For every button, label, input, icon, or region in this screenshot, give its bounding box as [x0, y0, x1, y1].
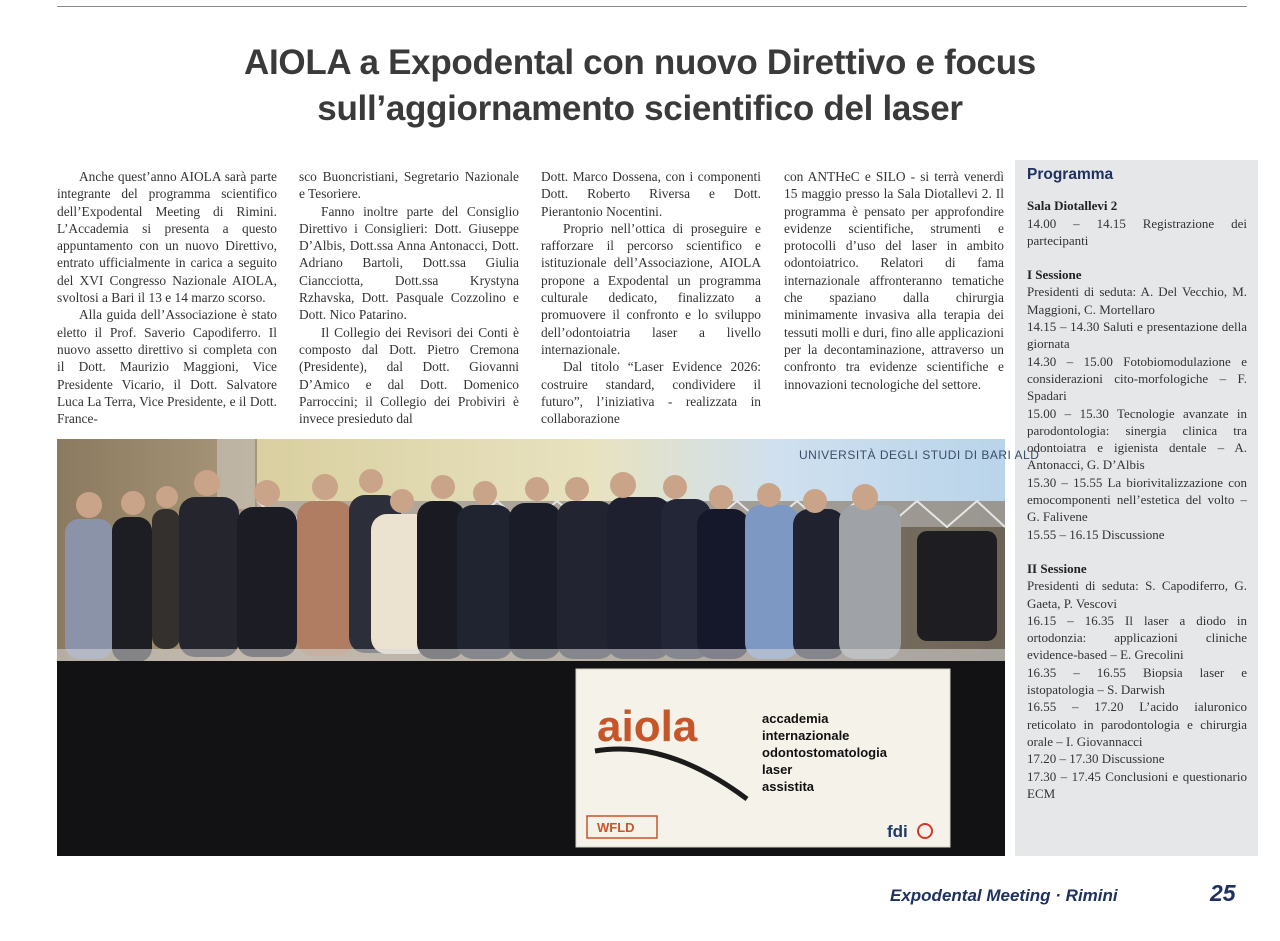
programma-item: 14.15 – 14.30 Saluti e presentazione della giornata	[1027, 319, 1247, 352]
article-column-2	[299, 168, 519, 427]
fdi-logo: fdi	[887, 822, 908, 841]
programma-item: 16.35 – 16.55 Biopsia laser e istopatologia – S. Darwish	[1027, 664, 1247, 698]
article-paragraph: Dott. Marco Dossena, con i componenti Dott. Roberto Riversa e Dott. Pierantonio Nocentini.	[541, 169, 761, 219]
programma-section-heading: II Sessione	[1027, 560, 1087, 576]
banner-line-2: internazionale	[762, 728, 850, 743]
article-paragraph: Proprio nell’ottica di proseguire e rafforzare il percorso scientifico e istituzionale dell’Associazione, AIOLA propone a Expodental un programma culturale dedicato, finalizzato a promuovere il confronto e lo sviluppo dell’odontoiatria laser a livello internazionale.	[541, 220, 761, 357]
programma-item: 15.30 – 15.55 La biorivitalizzazione con emocomponenti nell’estetica del volto – G. Falivene	[1027, 474, 1247, 525]
programma-box	[1015, 160, 1258, 856]
article-title	[0, 40, 1280, 132]
aiola-logo: aiola	[597, 702, 698, 751]
people-group	[65, 469, 901, 662]
programma-item: 16.15 – 16.35 Il laser a diodo in ortodonzia: applicazioni cliniche evidence-based – E. Grecolini	[1027, 612, 1247, 663]
screen-text: UNIVERSITÀ DEGLI STUDI DI BARI ALD	[799, 448, 1040, 462]
programma-section-heading: I Sessione	[1027, 267, 1082, 283]
article-paragraph: sco Buoncristiani, Segretario Nazionale e Tesoriere.	[299, 169, 519, 202]
article-paragraph: Anche quest’anno AIOLA sarà parte integrante del programma scientifico dell’Expodental Meeting di Rimini. L’Accademia si presenta a questo appuntamento con un nuovo Direttivo, entrato ufficialmente in carica a seguito del XVI Congresso Nazionale AIOLA, svoltosi a Bari il 13 e 14 marzo scorso.	[57, 169, 277, 306]
programma-item: 16.55 – 17.20 L’acido ialuronico reticolato in parodontologia e chirurgia orale – I. Giovannacci	[1027, 699, 1247, 749]
top-rule	[57, 6, 1247, 7]
programma-item: 14.00 – 14.15 Registrazione dei partecipanti	[1027, 215, 1247, 248]
banner-line-5: assistita	[762, 779, 815, 794]
programma-title: Programma	[1027, 166, 1114, 183]
banner-line-1: accademia	[762, 711, 829, 726]
article-column-1	[57, 168, 277, 427]
title-line-1: AIOLA a Expodental con nuovo Direttivo e focus	[244, 43, 1036, 82]
aiola-banner	[576, 669, 950, 847]
article-column-3	[541, 168, 761, 427]
article-paragraph: Dal titolo “Laser Evidence 2026: costruire standard, condividere il futuro”, l’iniziativa - realizzata in collaborazione	[541, 359, 761, 427]
programma-item: 15.55 – 16.15 Discussione	[1027, 526, 1165, 542]
programma-item: Presidenti di seduta: A. Del Vecchio, M. Maggioni, C. Mortellaro	[1027, 284, 1247, 317]
programma-section	[1027, 197, 1247, 249]
programma-section	[1027, 560, 1247, 802]
article-paragraph: Alla guida dell’Associazione è stato eletto il Prof. Saverio Capodiferro. Il nuovo assetto direttivo si completa con il Dott. Maurizio Maggioni, Vice Presidente Vicario, il Dott. Salvatore Luca La Terra, Vice Presidente, e il Dott. France-	[57, 307, 277, 427]
article-paragraph: con ANTHeC e SILO - si terrà venerdì 15 maggio presso la Sala Diotallevi 2. Il programma è pensato per approfondire evidenze scientifiche, strumenti e protocolli d’uso del laser in ambito odontoiatrico. Relatori di fama internazionale affronteranno tematiche che spaziano dalla chirurgia minimamente invasiva alla terapia dei tessuti molli e duri, fino alle applicazioni per la decontaminazione, attraverso un confronto tra evidenze scientifiche e innovazioni tecnologiche del settore.	[784, 169, 1004, 392]
banner-line-3: odontostomatologia	[762, 745, 887, 760]
group-photo-illustration	[57, 439, 1040, 856]
programma-item: 14.30 – 15.00 Fotobiomodulazione e considerazioni cito-morfologiche – F. Spadari	[1027, 353, 1247, 404]
page-number: 25	[1210, 880, 1236, 906]
programma-sections	[1027, 197, 1247, 802]
programma-section-heading: Sala Diotallevi 2	[1027, 198, 1118, 214]
article-column-4	[784, 168, 1004, 393]
footer-brand: Expodental Meeting · Rimini	[890, 886, 1118, 905]
programma-item: Presidenti di seduta: S. Capodiferro, G. Gaeta, P. Vescovi	[1027, 578, 1247, 611]
programma-item: 17.20 – 17.30 Discussione	[1027, 751, 1165, 767]
programma-item: 17.30 – 17.45 Conclusioni e questionario ECM	[1027, 768, 1247, 801]
wfld-logo: WFLD	[597, 820, 635, 835]
title-line-2: sull’aggiornamento scientifico del laser	[317, 89, 963, 128]
group-photo	[57, 439, 1040, 856]
programma-section	[1027, 266, 1247, 543]
article-paragraph: Fanno inoltre parte del Consiglio Direttivo i Consiglieri: Dott. Giuseppe D’Albis, Dott.ssa Anna Antonacci, Dott. Adriano Bartoli, Dott.ssa Giulia Ciancciotta, Dott.ssa Krystyna Rzhavska, Dott. Pasquale Cozzolino e Dott. Nico Patarino.	[299, 203, 519, 323]
programma-item: 15.00 – 15.30 Tecnologie avanzate in parodontologia: sinergia clinica tra odontoiatra e igienista dentale – A. Antonacci, G. D’Albis	[1027, 405, 1247, 473]
article-paragraph: Il Collegio dei Revisori dei Conti è composto dal Dott. Pietro Cremona (Presidente), dal Dott. Giovanni D’Amico e dal Dott. Domenico Parroccini; il Collegio dei Probiviri è invece presieduto dal	[299, 324, 519, 427]
banner-line-4: laser	[762, 762, 793, 777]
